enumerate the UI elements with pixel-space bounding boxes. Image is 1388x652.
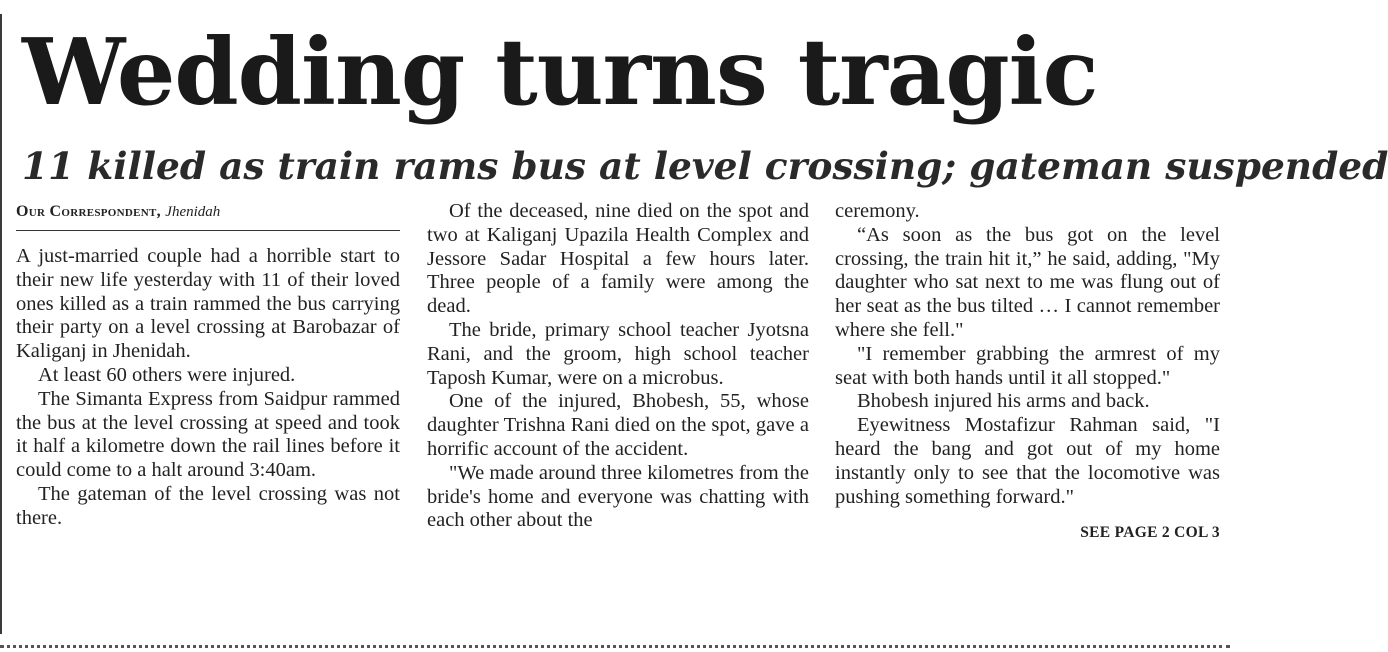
paragraph: “As soon as the bus got on the level crossing, the train hit it,” he said, adding, "My daughter who sat next to me was flung out of her seat as the bus tilted … I cannot remember where she fell." (835, 223, 1220, 341)
article-column-1 (16, 200, 400, 531)
bottom-dotted-rule (0, 645, 1230, 648)
subheadline: 11 killed as train rams bus at level crossing; gateman suspended (22, 144, 1388, 188)
paragraph: "I remember grabbing the armrest of my seat with both hands until it all stopped." (835, 342, 1220, 389)
paragraph: One of the injured, Bhobesh, 55, whose daughter Trishna Rani died on the spot, gave a horrific account of the accident. (427, 390, 809, 460)
left-column-rule (0, 14, 2, 634)
paragraph: Eyewitness Mostafizur Rahman said, "I heard the bang and got out of my home instantly only to see that the locomotive was pushing something forward." (835, 414, 1220, 508)
paragraph: ceremony. (835, 200, 920, 222)
paragraph: The bride, primary school teacher Jyotsna Rani, and the groom, high school teacher Taposh Kumar, were on a microbus. (427, 318, 809, 389)
byline-location: Jhenidah (165, 204, 221, 220)
article-column-2 (427, 200, 809, 533)
paragraph: Of the deceased, nine died on the spot and two at Kaliganj Upazila Health Complex and Jessore Sadar Hospital a few hours later. Three people of a family were among the dead. (427, 200, 809, 318)
byline-author: Our Correspondent, (16, 203, 161, 220)
paragraph: A just-married couple had a horrible start to their new life yesterday with 11 of their loved ones killed as a train rammed the bus carrying their party on a level crossing at Barobazar of Kaliganj in Jhenidah. (16, 245, 400, 363)
paragraph: "We made around three kilometres from the bride's home and everyone was chatting with each other about the (427, 461, 809, 532)
headline: Wedding turns tragic (22, 18, 1098, 126)
paragraph: The gateman of the level crossing was not there. (16, 482, 400, 529)
jump-line: SEE PAGE 2 COL 3 (1080, 524, 1220, 542)
paragraph: Bhobesh injured his arms and back. (857, 390, 1150, 413)
paragraph: The Simanta Express from Saidpur rammed the bus at the level crossing at speed and took it half a kilometre down the rail lines before it could come to a halt around 3:40am. (16, 387, 400, 482)
article-column-3 (835, 200, 1220, 545)
byline (16, 200, 400, 231)
paragraph: At least 60 others were injured. (38, 363, 296, 386)
